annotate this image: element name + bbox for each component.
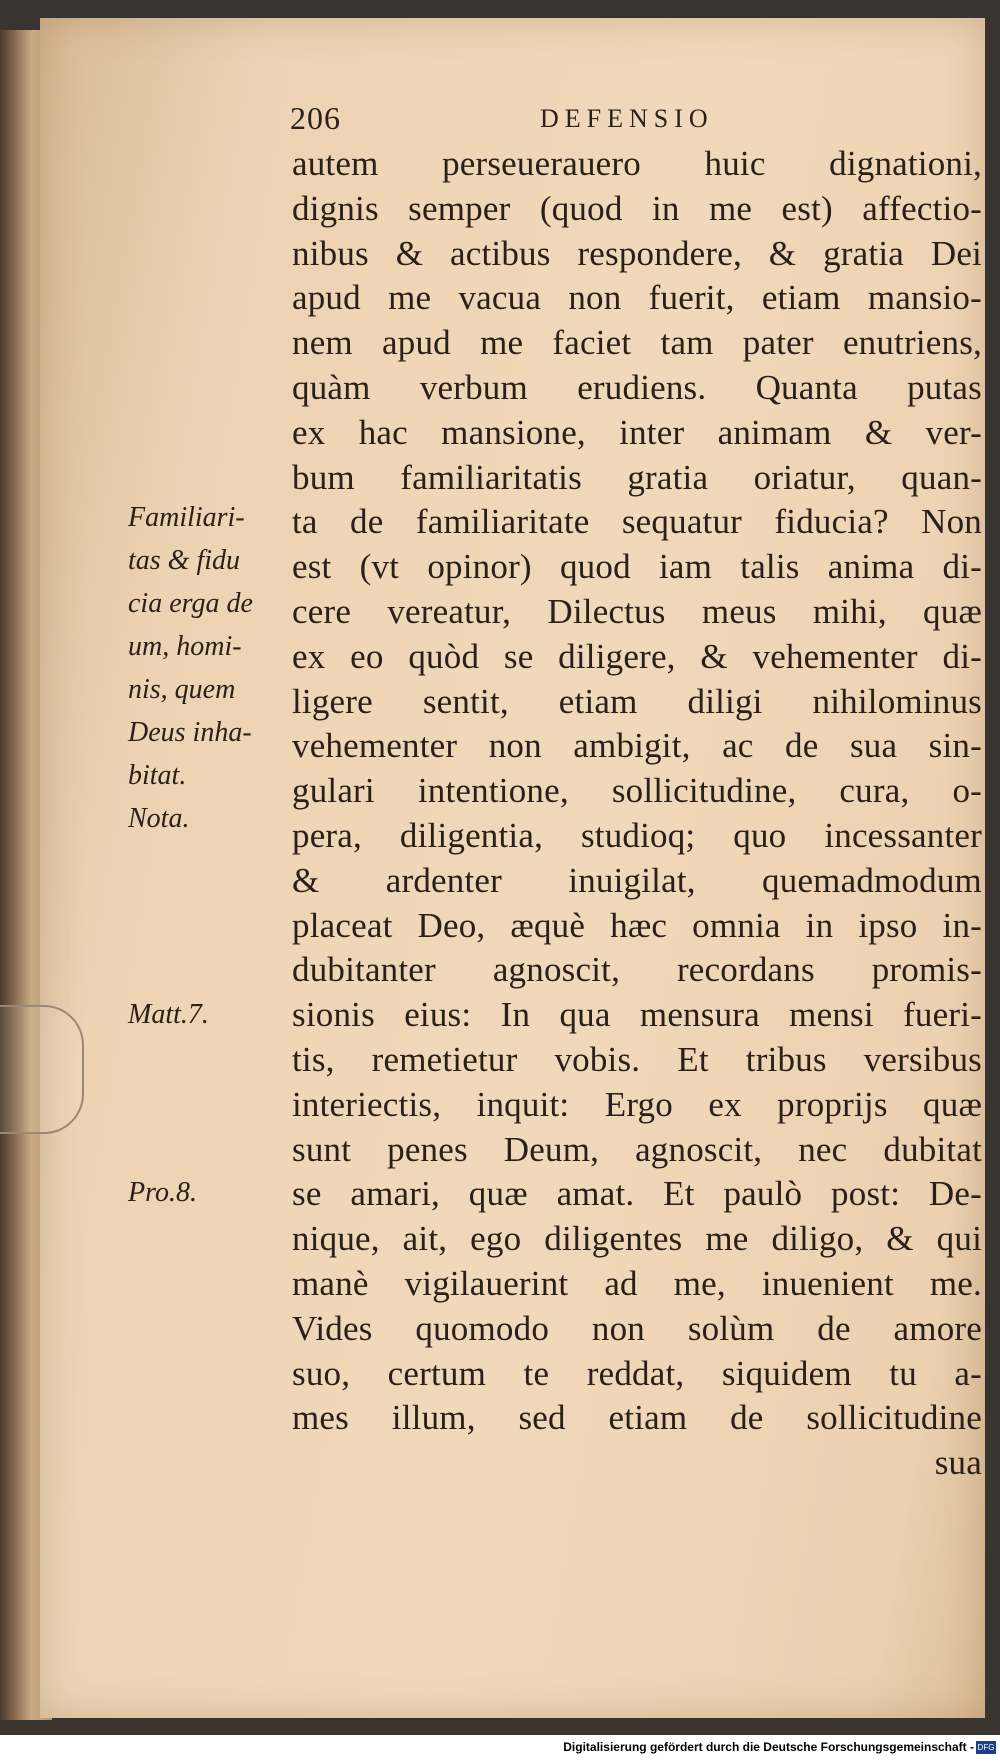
margin-note: Deus inha- (128, 717, 252, 748)
text-line: manè vigilauerint ad me, inuenient me. (292, 1263, 982, 1303)
text-line: Vides quomodo non solùm de amore (292, 1308, 982, 1348)
margin-note: nis, quem (128, 674, 236, 705)
text-line: est (vt opinor) quod iam talis anima di- (292, 547, 982, 587)
text-line: suo, certum te reddat, siquidem tu a- (292, 1353, 982, 1393)
margin-note: Pro.8. (128, 1177, 197, 1208)
text-line: bum familiaritatis gratia oriatur, quan- (292, 457, 982, 497)
text-line: cere vereatur, Dilectus meus mihi, quæ (292, 591, 982, 631)
text-line: sunt penes Deum, agnoscit, nec dubitat (292, 1129, 982, 1169)
text-line: dignis semper (quod in me est) affectio- (292, 188, 982, 228)
text-line: nibus & actibus respondere, & gratia Dei (292, 233, 982, 273)
text-line: ligere sentit, etiam diligi nihilominus (292, 681, 982, 721)
text-line: apud me vacua non fuerit, etiam mansio- (292, 278, 982, 318)
dfg-logo: DFG (977, 1743, 995, 1752)
text-line: nem apud me faciet tam pater enutriens, (292, 323, 982, 363)
margin-note: Nota. (128, 803, 190, 834)
catchword: sua (934, 1443, 982, 1483)
funding-notice: Digitalisierung gefördert durch die Deutsche Forschungsgemeinschaft - (563, 1740, 974, 1754)
text-line: se amari, quæ amat. Et paulò post: De- (292, 1174, 982, 1214)
running-title: DEFENSIO (540, 104, 714, 133)
margin-note: bitat. (128, 760, 187, 791)
text-line: tis, remetietur vobis. Et tribus versibus (292, 1039, 982, 1079)
text-line: autem perseuerauero huic dignationi, (292, 144, 982, 183)
margin-note: cia erga de (128, 588, 253, 619)
text-line: ta de familiaritate sequatur fiducia? Non (292, 502, 982, 542)
page-number: 206 (290, 100, 341, 136)
margin-note: um, homi- (128, 631, 242, 662)
text-line: mes illum, sed etiam de sollicitudine (292, 1398, 982, 1438)
text-line: sionis eius: In qua mensura mensi fueri- (292, 995, 982, 1035)
bookmark-tab (0, 1005, 84, 1134)
text-line: interiectis, inquit: Ergo ex proprijs quæ (292, 1084, 982, 1124)
text-line: dubitanter agnoscit, recordans promis- (292, 950, 982, 990)
main-text (292, 142, 982, 1486)
margin-note: Familiari- (128, 502, 245, 533)
text-line: quàm verbum erudiens. Quanta putas (292, 367, 982, 407)
digitization-footer (0, 1735, 1000, 1762)
margin-note: tas & fidu (128, 545, 241, 576)
text-line: nique, ait, ego diligentes me diligo, & qui (292, 1219, 982, 1259)
text-line: pera, diligentia, studioq; quo incessanter (292, 815, 982, 855)
page-header (290, 100, 910, 140)
text-line: placeat Deo, æquè hæc omnia in ipso in- (292, 905, 982, 945)
text-line: ex hac mansione, inter animam & ver- (292, 412, 982, 452)
text-line: & ardenter inuigilat, quemadmodum (292, 860, 982, 900)
text-line: ex eo quòd se diligere, & vehementer di- (292, 636, 982, 676)
margin-note: Matt.7. (128, 999, 209, 1030)
text-line: gulari intentione, sollicitudine, cura, o- (292, 771, 982, 811)
text-line: vehementer non ambigit, ac de sua sin- (292, 726, 982, 766)
